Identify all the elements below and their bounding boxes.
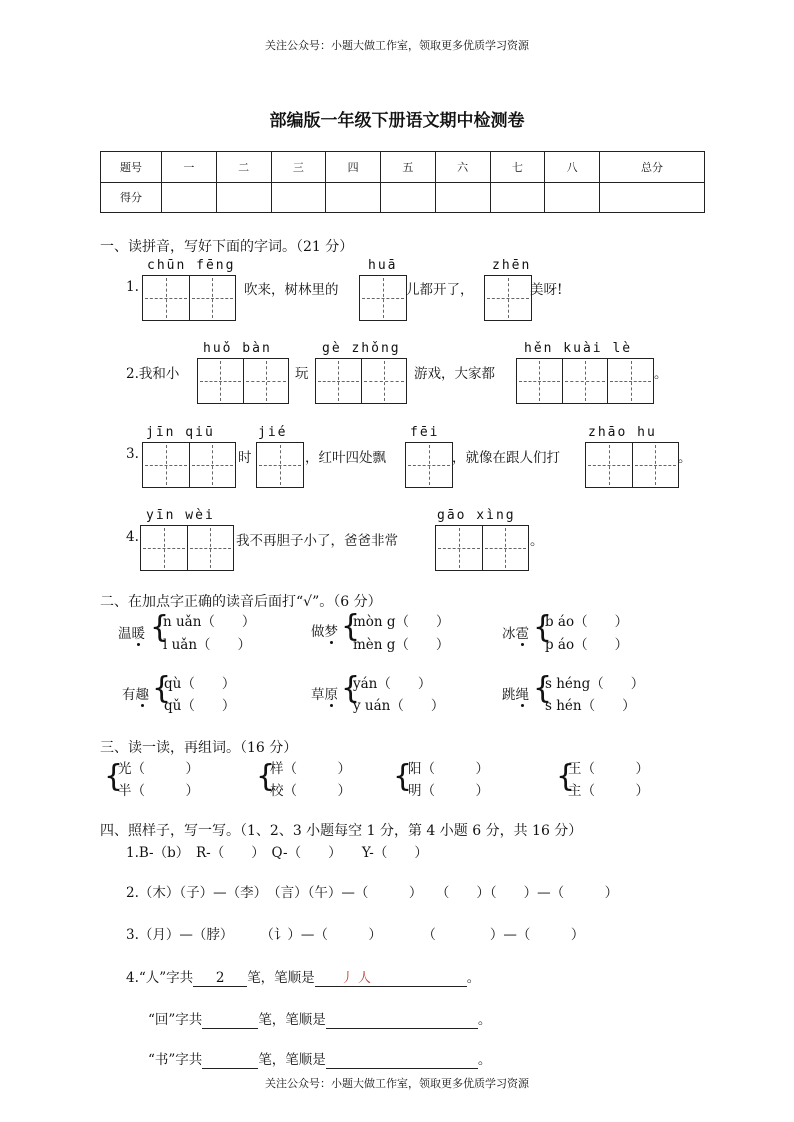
score-cell[interactable]: [545, 182, 600, 213]
table-cell: 三: [271, 152, 326, 183]
question-text: 吹来，树林里的: [244, 282, 339, 298]
word-group-blank[interactable]: 阳（ ）: [408, 761, 489, 777]
stroke-order-blank[interactable]: [326, 1012, 478, 1029]
section4-heading: 四、照样子，写一写。（1、2、3 小题每空 1 分，第 4 小题 6 分，共 16 分）: [100, 823, 583, 839]
writing-grid[interactable]: [484, 275, 532, 321]
writing-grid[interactable]: [435, 525, 529, 571]
brace: {: [256, 759, 276, 794]
pinyin: gè zhǒng: [322, 341, 401, 356]
pinyin: zhēn: [492, 258, 532, 273]
table-cell: 六: [435, 152, 490, 183]
table-row: [101, 152, 705, 183]
section3-heading: 三、读一读，再组词。（16 分）: [100, 740, 298, 756]
reading-option[interactable]: mòn g（ ）: [353, 614, 450, 630]
writing-grid[interactable]: [142, 275, 236, 321]
brace: {: [341, 671, 361, 706]
question-1[interactable]: 1.B-（b） R-（ ） Q-（ ） Y-（ ）: [126, 845, 428, 861]
word-group-blank[interactable]: 校（ ）: [270, 783, 351, 799]
table-cell: 得分: [101, 182, 162, 213]
pinyin: chūn fēng: [147, 258, 236, 273]
question-text: 我不再胆子小了，爸爸非常: [236, 533, 398, 549]
pinyin: jīn qiū: [146, 425, 215, 440]
brace: {: [341, 609, 361, 644]
table-row: [101, 182, 705, 213]
score-cell[interactable]: [490, 182, 545, 213]
writing-grid[interactable]: [142, 442, 236, 488]
example-strokes: 丿 人: [340, 971, 371, 986]
word: 做梦: [311, 624, 338, 640]
pinyin: yīn wèi: [146, 508, 215, 523]
table-cell: 二: [216, 152, 271, 183]
reading-option[interactable]: p áo（ ）: [545, 637, 629, 653]
section1-heading: 一、读拼音，写好下面的字词。（21 分）: [100, 239, 354, 255]
brace: {: [533, 671, 553, 706]
score-cell[interactable]: [326, 182, 381, 213]
word: 有趣: [122, 687, 149, 703]
question-text: 。: [654, 366, 668, 382]
word: 冰雹: [502, 626, 529, 642]
question-3[interactable]: 3.（月）—（脖） （讠）—（ ） （ ）—（ ）: [126, 927, 585, 943]
score-table: [100, 151, 705, 213]
section2-heading: 二、在加点字正确的读音后面打“√”。（6 分）: [100, 594, 382, 610]
question-text: 。: [678, 450, 692, 466]
writing-grid[interactable]: [359, 275, 407, 321]
brace: {: [152, 671, 172, 706]
stroke-count-blank[interactable]: [202, 1012, 258, 1029]
word-group-blank[interactable]: 主（ ）: [568, 783, 649, 799]
pinyin: huā: [368, 258, 398, 273]
question-text: ，就像在跟人们打: [452, 450, 560, 466]
reading-option[interactable]: s héng（ ）: [545, 676, 645, 692]
reading-option[interactable]: b áo（ ）: [545, 614, 629, 630]
word: 温暖: [118, 626, 145, 642]
word-group-blank[interactable]: 光（ ）: [118, 761, 199, 777]
question-text: 时: [238, 450, 252, 466]
pinyin: jié: [258, 425, 288, 440]
question-text: ，红叶四处飘: [305, 450, 386, 466]
table-cell: 七: [490, 152, 545, 183]
word: 跳绳: [502, 687, 529, 703]
writing-grid[interactable]: [405, 442, 453, 488]
word-group-blank[interactable]: 样（ ）: [270, 761, 351, 777]
question-text: 2.我和小: [126, 366, 180, 382]
reading-option[interactable]: yán（ ）: [353, 676, 432, 692]
word: 草原: [311, 687, 338, 703]
score-cell[interactable]: [600, 182, 705, 213]
score-cell[interactable]: [435, 182, 490, 213]
writing-grid[interactable]: [140, 525, 234, 571]
pinyin: hěn kuài lè: [524, 341, 633, 356]
question-4b: “回”字共 笔，笔顺是 。: [148, 1012, 492, 1028]
reading-option[interactable]: n uǎn（ ）: [163, 614, 256, 630]
writing-grid[interactable]: [315, 358, 407, 404]
question-4c: “书”字共 笔，笔顺是 。: [148, 1052, 492, 1068]
stroke-order-blank[interactable]: [326, 1052, 478, 1069]
word-group-blank[interactable]: 王（ ）: [568, 761, 649, 777]
writing-grid[interactable]: [585, 442, 679, 488]
table-cell: 题号: [101, 152, 162, 183]
header-note: 关注公众号：小题大做工作室，领取更多优质学习资源: [265, 39, 529, 52]
table-cell: 一: [162, 152, 217, 183]
table-cell: 八: [545, 152, 600, 183]
word-group-blank[interactable]: 明（ ）: [408, 783, 489, 799]
reading-option[interactable]: qǔ（ ）: [164, 698, 236, 714]
brace: {: [556, 759, 576, 794]
pinyin: huǒ bàn: [203, 341, 272, 356]
writing-grid[interactable]: [197, 358, 289, 404]
question-2[interactable]: 2.（木）（子）—（李） （言）（午）—（ ） （ ）（ ）—（ ）: [126, 885, 619, 901]
question-text: 。: [530, 533, 544, 549]
page-title: 部编版一年级下册语文期中检测卷: [269, 111, 525, 131]
pinyin: gāo xìng: [437, 508, 516, 523]
score-cell[interactable]: [162, 182, 217, 213]
score-cell[interactable]: [271, 182, 326, 213]
question-number: 4.: [126, 529, 139, 545]
footer-note: 关注公众号：小题大做工作室，领取更多优质学习资源: [265, 1077, 529, 1090]
score-cell[interactable]: [216, 182, 271, 213]
reading-option[interactable]: y uán（ ）: [353, 698, 445, 714]
question-text: 儿都开了，: [406, 282, 474, 298]
question-number: 1.: [126, 279, 139, 295]
pinyin: fēi: [410, 425, 440, 440]
question-text: 游戏，大家都: [414, 366, 495, 382]
brace: {: [393, 759, 413, 794]
brace: {: [150, 610, 170, 645]
brace: {: [533, 610, 553, 645]
question-text: 美呀!: [530, 282, 563, 298]
table-cell: 总分: [600, 152, 705, 183]
table-cell: 四: [326, 152, 381, 183]
question-text: 玩: [295, 366, 309, 382]
pinyin: zhāo hu: [588, 425, 657, 440]
table-cell: 五: [381, 152, 436, 183]
stroke-order-blank[interactable]: [315, 967, 467, 987]
question-4a: 4.“人”字共 2 笔，笔顺是 丿 人 。: [126, 966, 480, 987]
stroke-count-blank[interactable]: [202, 1052, 258, 1069]
reading-option[interactable]: qù（ ）: [164, 676, 236, 692]
reading-option[interactable]: mèn g（ ）: [353, 637, 450, 653]
reading-option[interactable]: s hén（ ）: [545, 698, 636, 714]
word-group-blank[interactable]: 半（ ）: [118, 783, 199, 799]
brace: {: [104, 759, 124, 794]
writing-grid[interactable]: [516, 358, 654, 404]
reading-option[interactable]: l uǎn（ ）: [163, 637, 252, 653]
question-number: 3.: [126, 446, 139, 462]
stroke-count-blank[interactable]: 2: [193, 970, 247, 987]
score-cell[interactable]: [381, 182, 436, 213]
writing-grid[interactable]: [256, 442, 304, 488]
